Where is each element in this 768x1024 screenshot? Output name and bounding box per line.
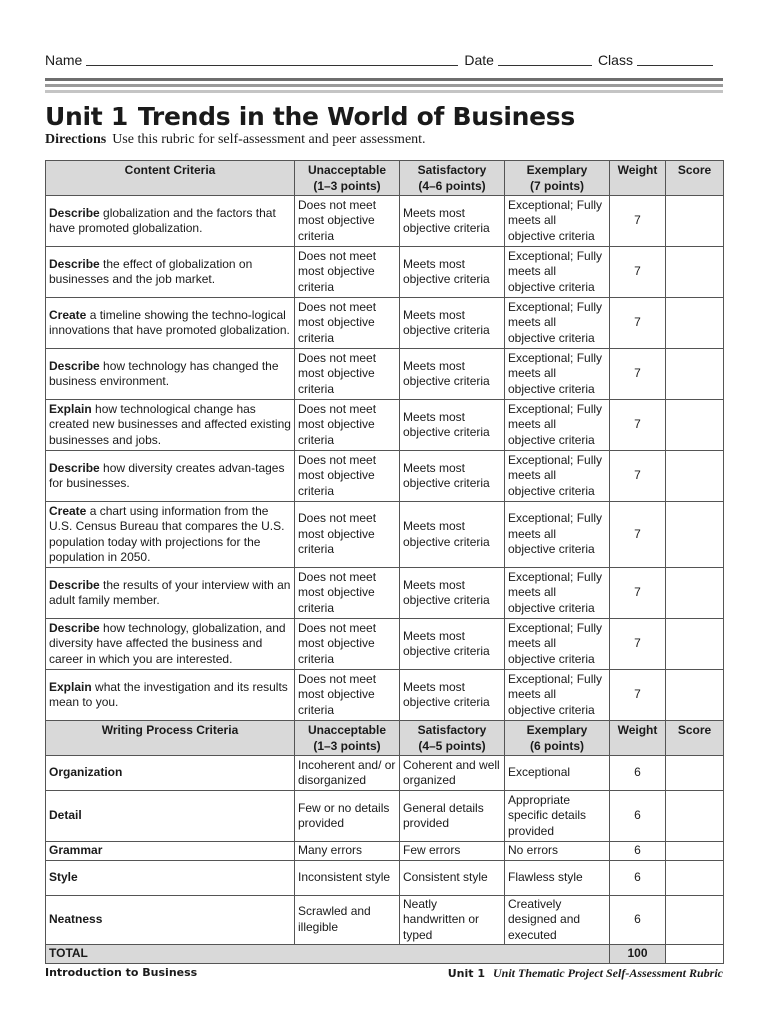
criterion-text: what the investigation and its results mean to you. (49, 679, 288, 709)
content-criterion (46, 502, 295, 568)
content-criteria-header: Content Criteria (46, 161, 295, 196)
writing-criteria-header: Writing Process Criteria (46, 721, 295, 756)
total-weight: 100 (610, 945, 666, 964)
score-cell[interactable] (666, 895, 724, 945)
directions-text: Use this rubric for self-assessment and peer assessment. (112, 132, 426, 147)
unacceptable-cell: Incoherent and/ or disorganized (295, 756, 400, 791)
content-row (46, 502, 724, 568)
writing-criterion: Grammar (46, 842, 295, 861)
content-criterion (46, 568, 295, 619)
content-row (46, 451, 724, 502)
weight-cell: 7 (610, 400, 666, 451)
writing-criterion: Style (46, 860, 295, 895)
criterion-verb: Describe (49, 460, 100, 475)
criterion-text: the results of your interview with an adult family member. (49, 577, 291, 607)
exemplary-cell: Exceptional; Fully meets all objective criteria (505, 349, 610, 400)
footer-course: Introduction to Business (45, 966, 198, 979)
unacceptable-cell: Inconsistent style (295, 860, 400, 895)
score-cell[interactable] (666, 349, 724, 400)
class-label: Class (597, 52, 633, 68)
unacceptable-cell: Many errors (295, 842, 400, 861)
unacceptable-header: Unacceptable (1–3 points) (295, 161, 400, 196)
criterion-text: how technology has changed the business environment. (49, 358, 279, 388)
criterion-text: a timeline showing the techno-logical innovations that have promoted globalization. (49, 307, 290, 337)
weight-cell: 7 (610, 247, 666, 298)
weight-cell: 6 (610, 860, 666, 895)
criterion-verb: Explain (49, 679, 92, 694)
writing-criterion: Neatness (46, 895, 295, 945)
unacceptable-header: Unacceptable (1–3 points) (295, 721, 400, 756)
exemplary-cell: Exceptional; Fully meets all objective criteria (505, 196, 610, 247)
unacceptable-cell: Does not meet most objective criteria (295, 298, 400, 349)
writing-criterion: Detail (46, 791, 295, 842)
content-row (46, 670, 724, 721)
criterion-verb: Create (49, 503, 87, 518)
weight-cell: 7 (610, 298, 666, 349)
criterion-text: a chart using information from the U.S. Census Bureau that compares the U.S. population today with projections for the population in 2050. (49, 503, 285, 564)
satisfactory-header: Satisfactory (4–5 points) (400, 721, 505, 756)
unacceptable-cell: Does not meet most objective criteria (295, 247, 400, 298)
unacceptable-cell: Does not meet most objective criteria (295, 502, 400, 568)
criterion-verb: Create (49, 307, 87, 322)
name-field[interactable] (86, 51, 458, 66)
weight-cell: 7 (610, 349, 666, 400)
score-cell[interactable] (666, 400, 724, 451)
decorative-rule (45, 90, 723, 93)
score-cell[interactable] (666, 247, 724, 298)
content-row (46, 568, 724, 619)
total-score-cell[interactable] (666, 945, 724, 964)
exemplary-cell: Exceptional; Fully meets all objective criteria (505, 619, 610, 670)
content-row (46, 619, 724, 670)
content-row (46, 349, 724, 400)
score-cell[interactable] (666, 568, 724, 619)
total-row (46, 945, 724, 964)
satisfactory-cell: Meets most objective criteria (400, 247, 505, 298)
satisfactory-cell: General details provided (400, 791, 505, 842)
writing-row (46, 756, 724, 791)
page-title (45, 102, 575, 131)
footer-rubric-name: Unit Thematic Project Self-Assessment Rubric (493, 966, 723, 980)
unacceptable-cell: Scrawled and illegible (295, 895, 400, 945)
exemplary-cell: Exceptional; Fully meets all objective criteria (505, 670, 610, 721)
criterion-text: how technology, globalization, and diversity have affected the business and career in which you are interested. (49, 620, 286, 666)
directions (45, 132, 426, 148)
weight-cell: 7 (610, 568, 666, 619)
criterion-text: how technological change has created new businesses and affected existing businesses and jobs. (49, 401, 291, 447)
content-criterion (46, 619, 295, 670)
exemplary-header: Exemplary (6 points) (505, 721, 610, 756)
score-cell[interactable] (666, 619, 724, 670)
criterion-verb: Explain (49, 401, 92, 416)
weight-cell: 7 (610, 451, 666, 502)
score-cell[interactable] (666, 196, 724, 247)
title-text: Trends in the World of Business (137, 102, 575, 131)
unacceptable-cell: Does not meet most objective criteria (295, 670, 400, 721)
criterion-verb: Describe (49, 205, 100, 220)
exemplary-cell: Creatively designed and executed (505, 895, 610, 945)
decorative-rule (45, 84, 723, 87)
weight-header: Weight (610, 721, 666, 756)
class-field[interactable] (637, 51, 713, 66)
exemplary-cell: Appropriate specific details provided (505, 791, 610, 842)
unacceptable-cell: Does not meet most objective criteria (295, 619, 400, 670)
satisfactory-cell: Few errors (400, 842, 505, 861)
exemplary-cell: Exceptional; Fully meets all objective criteria (505, 451, 610, 502)
unacceptable-cell: Few or no details provided (295, 791, 400, 842)
satisfactory-cell: Meets most objective criteria (400, 400, 505, 451)
score-cell[interactable] (666, 842, 724, 861)
satisfactory-cell: Neatly handwritten or typed (400, 895, 505, 945)
footer-unit: Unit 1 (447, 967, 485, 980)
content-criterion (46, 196, 295, 247)
satisfactory-cell: Meets most objective criteria (400, 349, 505, 400)
criterion-verb: Describe (49, 620, 100, 635)
weight-cell: 7 (610, 502, 666, 568)
weight-cell: 6 (610, 791, 666, 842)
weight-header: Weight (610, 161, 666, 196)
content-criterion (46, 451, 295, 502)
exemplary-cell: Exceptional; Fully meets all objective criteria (505, 400, 610, 451)
criterion-verb: Describe (49, 256, 100, 271)
content-criterion (46, 400, 295, 451)
footer-right (448, 966, 723, 981)
criterion-text: globalization and the factors that have promoted globalization. (49, 205, 276, 235)
satisfactory-cell: Meets most objective criteria (400, 451, 505, 502)
content-criterion (46, 670, 295, 721)
score-cell[interactable] (666, 502, 724, 568)
unacceptable-cell: Does not meet most objective criteria (295, 196, 400, 247)
weight-cell: 6 (610, 842, 666, 861)
directions-label: Directions (45, 132, 107, 147)
content-row (46, 400, 724, 451)
content-row (46, 247, 724, 298)
score-cell[interactable] (666, 298, 724, 349)
content-row (46, 298, 724, 349)
score-cell[interactable] (666, 451, 724, 502)
exemplary-cell: No errors (505, 842, 610, 861)
name-date-class-line (45, 48, 721, 68)
satisfactory-cell: Meets most objective criteria (400, 196, 505, 247)
exemplary-header: Exemplary (7 points) (505, 161, 610, 196)
writing-row (46, 860, 724, 895)
satisfactory-cell: Meets most objective criteria (400, 670, 505, 721)
weight-cell: 6 (610, 756, 666, 791)
exemplary-cell: Exceptional; Fully meets all objective criteria (505, 298, 610, 349)
criterion-verb: Describe (49, 577, 100, 592)
unacceptable-cell: Does not meet most objective criteria (295, 451, 400, 502)
total-label: TOTAL (46, 945, 610, 964)
satisfactory-cell: Meets most objective criteria (400, 298, 505, 349)
content-row (46, 196, 724, 247)
unacceptable-cell: Does not meet most objective criteria (295, 349, 400, 400)
score-cell[interactable] (666, 670, 724, 721)
score-cell[interactable] (666, 860, 724, 895)
writing-row (46, 895, 724, 945)
writing-row (46, 842, 724, 861)
exemplary-cell: Flawless style (505, 860, 610, 895)
content-header-row (46, 161, 724, 196)
exemplary-cell: Exceptional (505, 756, 610, 791)
exemplary-cell: Exceptional; Fully meets all objective criteria (505, 568, 610, 619)
satisfactory-cell: Meets most objective criteria (400, 619, 505, 670)
satisfactory-cell: Consistent style (400, 860, 505, 895)
content-criterion (46, 247, 295, 298)
writing-header-row (46, 721, 724, 756)
satisfactory-cell: Coherent and well organized (400, 756, 505, 791)
criterion-verb: Describe (49, 358, 100, 373)
content-criterion (46, 349, 295, 400)
name-label: Name (45, 52, 83, 68)
weight-cell: 7 (610, 619, 666, 670)
score-cell[interactable] (666, 791, 724, 842)
decorative-rule (45, 78, 723, 81)
writing-row (46, 791, 724, 842)
content-criterion (46, 298, 295, 349)
rubric-table (45, 160, 724, 964)
unacceptable-cell: Does not meet most objective criteria (295, 400, 400, 451)
score-header: Score (666, 721, 724, 756)
criterion-text: the effect of globalization on businesses and the job market. (49, 256, 253, 286)
exemplary-cell: Exceptional; Fully meets all objective criteria (505, 502, 610, 568)
unacceptable-cell: Does not meet most objective criteria (295, 568, 400, 619)
weight-cell: 7 (610, 196, 666, 247)
exemplary-cell: Exceptional; Fully meets all objective criteria (505, 247, 610, 298)
satisfactory-cell: Meets most objective criteria (400, 568, 505, 619)
weight-cell: 6 (610, 895, 666, 945)
satisfactory-cell: Meets most objective criteria (400, 502, 505, 568)
score-header: Score (666, 161, 724, 196)
writing-criterion: Organization (46, 756, 295, 791)
date-label: Date (464, 52, 494, 68)
satisfactory-header: Satisfactory (4–6 points) (400, 161, 505, 196)
score-cell[interactable] (666, 756, 724, 791)
weight-cell: 7 (610, 670, 666, 721)
date-field[interactable] (498, 51, 592, 66)
title-unit: Unit 1 (45, 102, 128, 131)
criterion-text: how diversity creates advan-tages for businesses. (49, 460, 285, 490)
